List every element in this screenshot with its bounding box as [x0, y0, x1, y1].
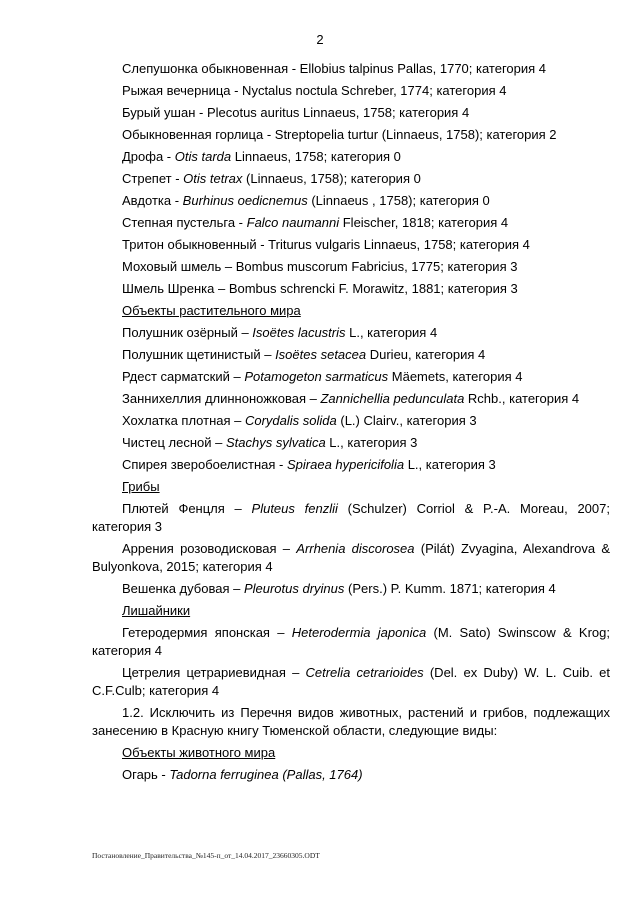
list-item: Стрепет - Otis tetrax (Linnaeus, 1758); категория 0 [122, 171, 421, 186]
list-item: Обыкновенная горлица - Streptopelia turtur (Linnaeus, 1758); категория 2 [122, 127, 557, 142]
document-footer: Постановление_Правительства_№145-п_от_14.04.2017_23660305.ODT [92, 851, 320, 860]
list-item: Плютей Фенцля – Pluteus fenzlii (Schulzer) Corriol & P.-A. Moreau, 2007; категория 3 [92, 501, 610, 534]
list-item: Авдотка - Burhinus oedicnemus (Linnaeus , 1758); категория 0 [122, 193, 490, 208]
animals-list [92, 60, 610, 298]
list-item: Бурый ушан - Plecotus auritus Linnaeus, 1758; категория 4 [122, 105, 470, 120]
lichens-list [92, 624, 610, 700]
list-item: Спирея зверобоелистная - Spiraea hypericifolia L., категория 3 [122, 457, 496, 472]
document-body [92, 60, 610, 788]
list-item: Заннихеллия длинноножковая – Zannichellia pedunculata Rchb., категория 4 [122, 391, 580, 406]
list-item: Рдест сарматский – Potamogeton sarmaticus Mäemets, категория 4 [122, 369, 523, 384]
list-item: Дрофа - Otis tarda Linnaeus, 1758; категория 0 [122, 149, 401, 164]
list-item: Цетрелия цетрариевидная – Cetrelia cetrarioides (Del. ex Duby) W. L. Cuib. et C.F.Culb; категория 4 [92, 665, 610, 698]
list-item: Степная пустельга - Falco naumanni Fleischer, 1818; категория 4 [122, 215, 509, 230]
list-item: Моховый шмель – Bombus muscorum Fabricius, 1775; категория 3 [122, 259, 518, 274]
list-item: Полушник озёрный – Isoëtes lacustris L., категория 4 [122, 325, 438, 340]
list-item: Огарь - Tadorna ferruginea (Pallas, 1764) [122, 767, 363, 782]
section-heading-plants: Объекты растительного мира [122, 303, 301, 318]
list-item: Аррения розоводисковая – Arrhenia discorosea (Pilát) Zvyagina, Alexandrova & Bulyonkova, 2015; категория 4 [92, 541, 610, 574]
list-item: Рыжая вечерница - Nyctalus noctula Schreber, 1774; категория 4 [122, 83, 507, 98]
section-heading-lichens: Лишайники [122, 603, 191, 618]
list-item: Хохлатка плотная – Corydalis solida (L.) Clairv., категория 3 [122, 413, 477, 428]
list-item: Слепушонка обыкновенная - Ellobius talpinus Pallas, 1770; категория 4 [122, 61, 547, 76]
fungi-list [92, 500, 610, 598]
section-heading-fungi: Грибы [122, 479, 160, 494]
paragraph-1-2: 1.2. Исключить из Перечня видов животных, растений и грибов, подлежащих занесению в Красную книгу Тюменской области, следующие виды: [92, 705, 610, 738]
list-item: Полушник щетинистый – Isoëtes setacea Durieu, категория 4 [122, 347, 486, 362]
list-item: Вешенка дубовая – Pleurotus dryinus (Pers.) P. Kumm. 1871; категория 4 [122, 581, 556, 596]
page-number: 2 [316, 32, 324, 47]
list-item: Шмель Шренка – Bombus schrencki F. Morawitz, 1881; категория 3 [122, 281, 518, 296]
plants-list [92, 324, 610, 474]
list-item: Тритон обыкновенный - Triturus vulgaris Linnaeus, 1758; категория 4 [122, 237, 530, 252]
section-heading-animals: Объекты животного мира [122, 745, 276, 760]
list-item: Чистец лесной – Stachys sylvatica L., категория 3 [122, 435, 418, 450]
list-item: Гетеродермия японская – Heterodermia japonica (M. Sato) Swinscow & Krog; категория 4 [92, 625, 610, 658]
